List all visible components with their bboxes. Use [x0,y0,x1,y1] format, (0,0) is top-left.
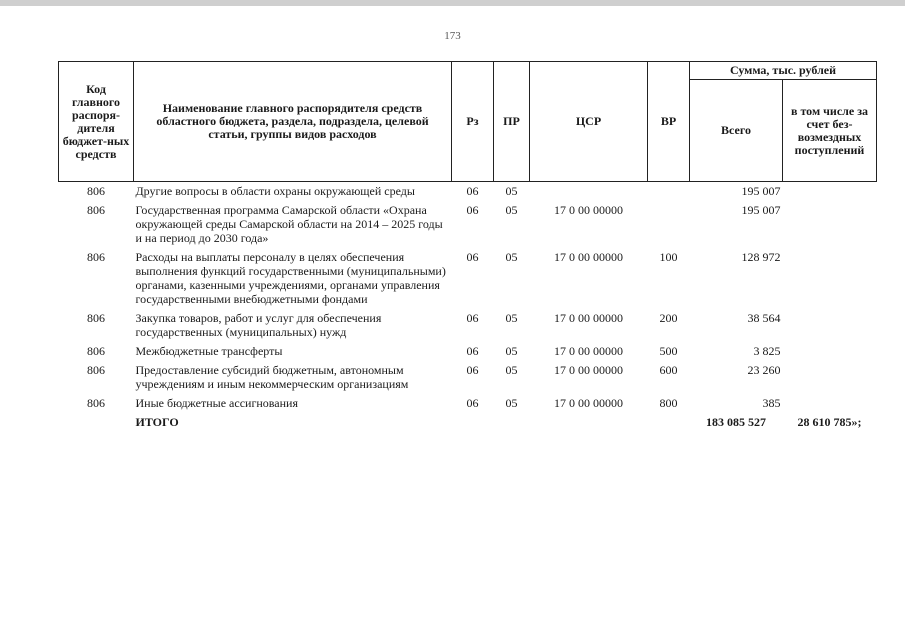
row-name: Закупка товаров, работ и услуг для обеспечения государственных (муниципальных) нужд [135,311,382,339]
row-pr: 05 [505,344,518,358]
row-csr [530,182,648,202]
row-csr: 17 0 00 00000 [554,203,623,217]
header-code: Код главного распоря-дителя бюджет-ных средств [59,62,134,182]
row-rz: 06 [466,203,479,217]
row-vr: 500 [659,344,678,358]
row-rz: 06 [466,344,479,358]
row-incl [783,342,877,361]
row-csr: 17 0 00 00000 [554,250,623,264]
row-code: 806 [87,203,105,217]
header-csr: ЦСР [530,62,648,182]
row-total: 195 007 [741,184,781,198]
row-csr: 17 0 00 00000 [554,344,623,358]
row-name: Межбюджетные трансферты [135,344,283,358]
row-pr: 05 [505,396,518,410]
row-rz: 06 [466,184,479,198]
row-rz: 06 [466,311,479,325]
row-vr: 100 [659,250,678,264]
table-row [59,309,877,342]
table-row [59,394,877,413]
header-incl: в том числе за счет без-возмездных поступлений [783,80,877,182]
total-incl: 28 610 785»; [797,415,862,429]
row-total: 385 [762,396,781,410]
row-name: Другие вопросы в области охраны окружающей среды [135,184,415,198]
row-code: 806 [87,311,105,325]
row-total: 128 972 [741,250,781,264]
table-row [59,248,877,309]
row-total: 3 825 [753,344,781,358]
row-rz: 06 [466,396,479,410]
header-vr: ВР [648,62,690,182]
row-pr: 05 [505,250,518,264]
row-incl [783,394,877,413]
row-code: 806 [87,344,105,358]
table-body [59,182,877,433]
row-pr: 05 [505,203,518,217]
page-top-edge [0,0,905,6]
row-total: 23 260 [747,363,781,377]
row-code: 806 [87,396,105,410]
header-total: Всего [690,80,783,182]
row-incl [783,248,877,309]
row-name: Государственная программа Самарской области «Охрана окружающей среды Самарской области на 2014 – 2025 годы и на период до 2030 года» [135,203,443,245]
row-total: 38 564 [747,311,781,325]
row-rz: 06 [466,250,479,264]
budget-table [58,61,877,432]
row-vr [648,201,690,248]
table-row [59,342,877,361]
row-total: 195 007 [741,203,781,217]
row-name: Расходы на выплаты персоналу в целях обеспечения выполнения функций государственными (муниципальными) органами, казенными учреждениями, органами управления государственными внебюджетными фондами [135,250,446,306]
row-name: Предоставление субсидий бюджетным, автономным учреждениям и иным некоммерческим организациям [135,363,409,391]
total-row [59,413,877,432]
row-incl [783,309,877,342]
table-row [59,182,877,202]
row-rz: 06 [466,363,479,377]
row-csr: 17 0 00 00000 [554,311,623,325]
row-code: 806 [87,250,105,264]
row-pr: 05 [505,184,518,198]
header-sum: Сумма, тыс. рублей [690,62,877,80]
row-csr: 17 0 00 00000 [554,396,623,410]
row-name: Иные бюджетные ассигнования [135,396,298,410]
table-row [59,201,877,248]
row-csr: 17 0 00 00000 [554,363,623,377]
row-incl [783,361,877,394]
page-number: 173 [444,30,461,42]
row-vr: 200 [659,311,678,325]
total-label: ИТОГО [135,415,179,429]
row-vr: 600 [659,363,678,377]
row-pr: 05 [505,363,518,377]
row-incl [783,201,877,248]
row-vr [648,182,690,202]
row-vr: 800 [659,396,678,410]
header-name: Наименование главного распорядителя средств областного бюджета, раздела, подраздела, целевой статьи, группы видов расходов [134,62,452,182]
row-code: 806 [87,363,105,377]
row-code: 806 [87,184,105,198]
header-rz: Рз [452,62,494,182]
row-pr: 05 [505,311,518,325]
table-row [59,361,877,394]
total-sum: 183 085 527 [706,415,766,429]
header-pr: ПР [494,62,530,182]
row-incl [783,182,877,202]
